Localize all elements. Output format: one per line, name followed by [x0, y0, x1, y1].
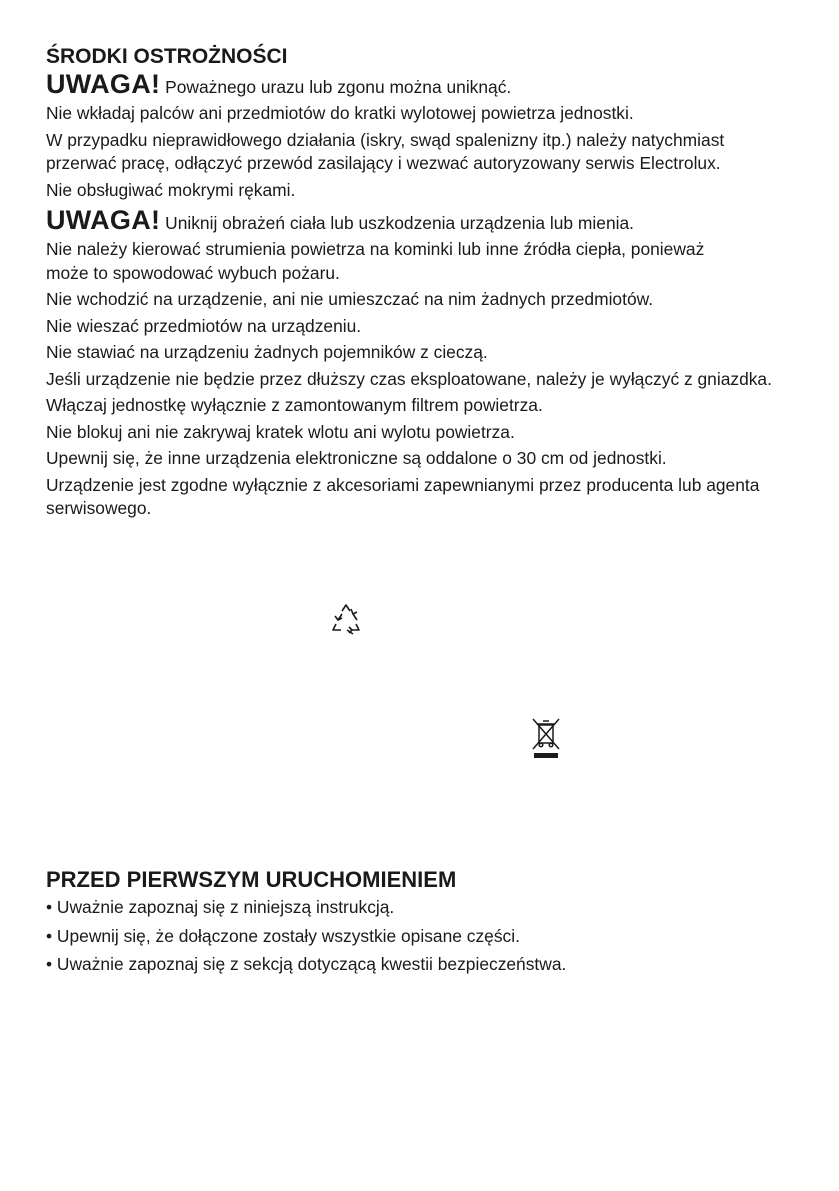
safety-item: Jeśli urządzenie nie będzie przez dłuższy czas eksploatowane, należy je wyłączyć z gniazdka. [46, 368, 772, 389]
crossed-bin-icon [529, 717, 563, 759]
first-use-bullet: • Uważnie zapoznaj się z sekcją dotyczącą kwestii bezpieczeństwa. [46, 954, 567, 974]
safety-item: Włączaj jednostkę wyłącznie z zamontowanym filtrem powietrza. [46, 395, 543, 415]
safety-section [46, 44, 786, 524]
safety-item: Nie należy kierować strumienia powietrza na kominki lub inne źródła ciepła, ponieważ może to spowodować wybuch pożaru. [46, 239, 705, 283]
warning-text-1: Poważnego urazu lub zgonu można uniknąć. [165, 77, 512, 97]
safety-item: Nie obsługiwać mokrymi rękami. [46, 179, 296, 200]
warning-text-2: Uniknij obrażeń ciała lub uszkodzenia urządzenia lub mienia. [165, 213, 634, 233]
warning-line-2 [46, 206, 786, 237]
safety-item: W przypadku nieprawidłowego działania (iskry, swąd spalenizny itp.) należy natychmiast przerwać pracę, odłączyć przewód zasilający i wezwać autoryzowany serwis Electrolux. [46, 129, 725, 173]
safety-title: ŚRODKI OSTROŻNOŚCI [46, 45, 288, 68]
first-use-bullet: • Uważnie zapoznaj się z niniejszą instrukcją. [46, 897, 395, 917]
first-use-bullet: • Upewnij się, że dołączone zostały wszystkie opisane części. [46, 925, 520, 946]
warning-line-1 [46, 70, 786, 101]
safety-item: Upewnij się, że inne urządzenia elektroniczne są oddalone o 30 cm od jednostki. [46, 448, 667, 468]
warning-label-1: UWAGA! [46, 69, 161, 99]
first-use-title: PRZED PIERWSZYM URUCHOMIENIEM [46, 867, 457, 892]
safety-item: Nie wkładaj palców ani przedmiotów do kratki wylotowej powietrza jednostki. [46, 103, 634, 123]
safety-item: Urządzenie jest zgodne wyłącznie z akcesoriami zapewnianymi przez producenta lub agenta serwisowego. [46, 474, 760, 518]
safety-item: Nie blokuj ani nie zakrywaj kratek wlotu ani wylotu powietrza. [46, 421, 515, 442]
recycle-icon [329, 603, 363, 637]
safety-item: Nie wieszać przedmiotów na urządzeniu. [46, 315, 362, 336]
safety-item: Nie wchodzić na urządzenie, ani nie umieszczać na nim żadnych przedmiotów. [46, 289, 654, 309]
warning-label-2: UWAGA! [46, 205, 161, 235]
safety-item: Nie stawiać na urządzeniu żadnych pojemników z cieczą. [46, 342, 488, 362]
first-use-section [46, 866, 786, 982]
